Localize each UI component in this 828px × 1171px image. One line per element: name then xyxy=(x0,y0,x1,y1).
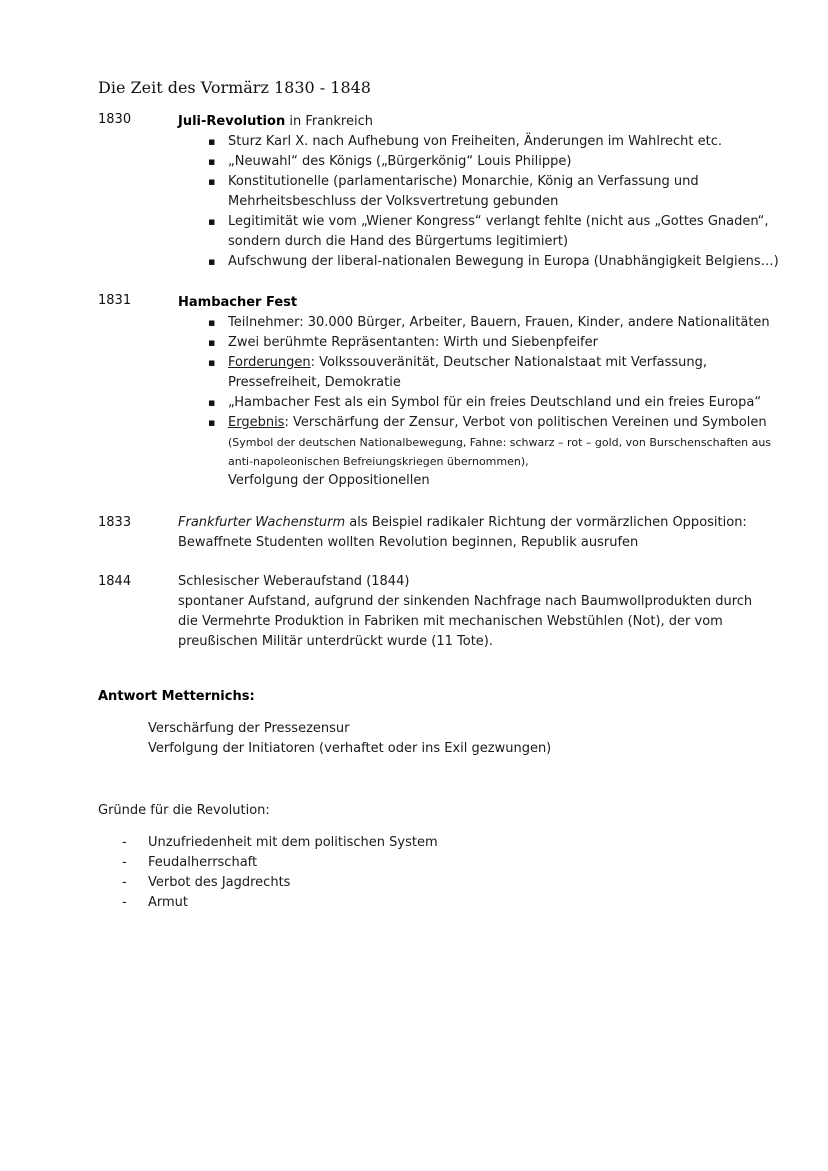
list-item: - Unzufriedenheit mit dem politischen System xyxy=(122,833,438,853)
gruende-list xyxy=(122,833,438,913)
antwort-heading: Antwort Metternichs: xyxy=(98,689,255,704)
section-text: spontaner Aufstand, aufgrund der sinkenden Nachfrage nach Baumwollprodukten durch die Vermehrte Produktion in Fabriken mit mechanischen Webstühlen (Not), der vom preußischen Militär unterdrückt wurde (11 Tote). xyxy=(178,594,753,649)
year-label: 1833 xyxy=(98,515,132,530)
page-title: Die Zeit des Vormärz 1830 - 1848 xyxy=(98,78,371,97)
section-text: Bewaffnete Studenten wollten Revolution beginnen, Republik ausrufen xyxy=(178,535,639,550)
antwort-lines xyxy=(148,719,551,759)
item-note: (Symbol der deutschen Nationalbewegung, Fahne: schwarz – rot – gold, von Burschenschaften aus anti-napoleonischen Befreiungskriegen übernommen), xyxy=(228,436,772,468)
underlined-label: Ergebnis xyxy=(228,415,285,430)
list-item: ▪ „Hambacher Fest als ein Symbol für ein freies Deutschland und ein freies Europa“ xyxy=(208,393,788,413)
year-label: 1844 xyxy=(98,574,132,589)
gruende-heading: Gründe für die Revolution: xyxy=(98,803,270,818)
list-item: - Armut xyxy=(122,893,438,913)
list-item: ▪ Konstitutionelle (parlamentarische) Monarchie, König an Verfassung und Mehrheitsbeschluss der Volksvertretung gebunden xyxy=(208,172,788,212)
year-label: 1830 xyxy=(98,112,132,127)
underlined-label: Forderungen xyxy=(228,355,311,370)
section-content xyxy=(178,293,788,491)
section-text: als Beispiel radikaler Richtung der vormärzlichen Opposition: xyxy=(345,515,747,530)
heading-bold: Hambacher Fest xyxy=(178,295,298,310)
italic-term: Frankfurter Wachensturm xyxy=(178,515,346,530)
bullet-list xyxy=(178,132,788,272)
list-item: ▪ Zwei berühmte Repräsentanten: Wirth und Siebenpfeifer xyxy=(208,333,788,353)
list-item: ▪ Legitimität wie vom „Wiener Kongress“ verlangt fehlte (nicht aus „Gottes Gnaden“, sondern durch die Hand des Bürgertums legitimiert) xyxy=(208,212,788,252)
item-text: : Verschärfung der Zensur, Verbot von politischen Vereinen und Symbolen xyxy=(284,415,767,430)
heading-rest: in Frankreich xyxy=(285,114,373,129)
section-content xyxy=(178,112,788,272)
list-item xyxy=(208,353,788,393)
section-content xyxy=(178,513,788,553)
list-item: - Verbot des Jagdrechts xyxy=(122,873,438,893)
item-text: : Volkssouveränität, Deutscher Nationalstaat mit Verfassung, Pressefreiheit, Demokratie xyxy=(228,355,708,390)
item-text-end: Verfolgung der Oppositionellen xyxy=(228,473,430,488)
list-item: ▪ „Neuwahl“ des Königs („Bürgerkönig“ Louis Philippe) xyxy=(208,152,788,172)
section-content xyxy=(178,572,768,652)
list-item xyxy=(208,413,788,491)
heading-bold: Juli-Revolution xyxy=(178,114,286,129)
section-heading: Schlesischer Weberaufstand (1844) xyxy=(178,574,410,589)
list-item: - Feudalherrschaft xyxy=(122,853,438,873)
section-heading xyxy=(178,293,788,313)
list-item: ▪ Teilnehmer: 30.000 Bürger, Arbeiter, Bauern, Frauen, Kinder, andere Nationalitäten xyxy=(208,313,788,333)
list-item: ▪ Aufschwung der liberal-nationalen Bewegung in Europa (Unabhängigkeit Belgiens…) xyxy=(208,252,788,272)
year-label: 1831 xyxy=(98,293,132,308)
antwort-line: Verschärfung der Pressezensur xyxy=(148,721,350,736)
bullet-list xyxy=(178,313,788,491)
list-item: ▪ Sturz Karl X. nach Aufhebung von Freiheiten, Änderungen im Wahlrecht etc. xyxy=(208,132,788,152)
section-heading xyxy=(178,112,788,132)
antwort-line: Verfolgung der Initiatoren (verhaftet oder ins Exil gezwungen) xyxy=(148,741,552,756)
